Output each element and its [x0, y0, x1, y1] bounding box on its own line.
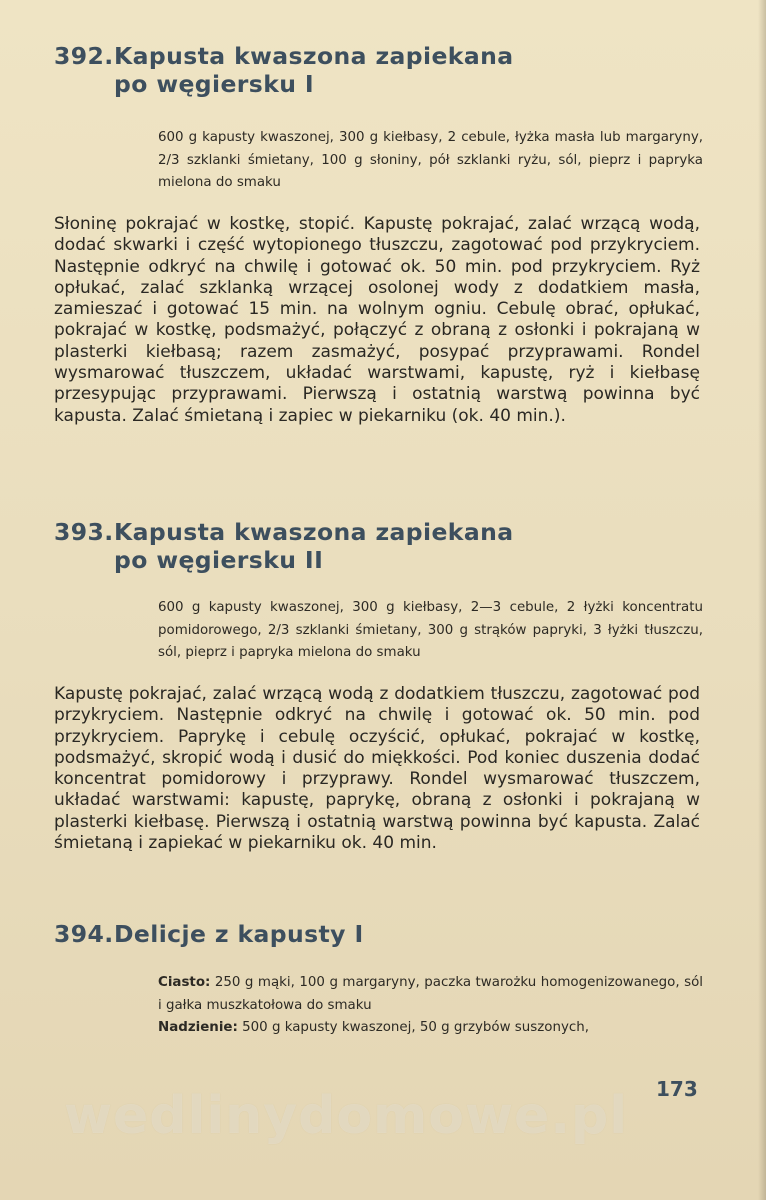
recipe-title-line1: Delicje z kapusty I	[114, 920, 364, 948]
recipe-number: 393.	[54, 518, 114, 546]
recipe-title-394	[54, 920, 364, 948]
watermark: wedlinydomowe.pl	[64, 1086, 629, 1146]
recipe-title-line1: Kapusta kwaszona zapiekana	[114, 518, 514, 546]
instructions-392: Słoninę pokrajać w kostkę, stopić. Kapustę pokrajać, zalać wrzącą wodą, dodać skwarki i część wytopionego tłuszczu, zagotować pod przykryciem. Następnie odkryć na chwilę i gotować ok. 50 min. pod przykryciem. Ryż opłukać, zalać szklanką wrzącej osolonej wody z dodatkiem masła, zamieszać i gotować 15 min. na wolnym ogniu. Cebulę obrać, opłukać, pokrajać w kostkę, podsmażyć, połączyć z obraną z osłonki i pokrajaną w plasterki kiełbasą; razem zasmażyć, posypać przyprawami. Rondel wysmarować tłuszczem, układać warstwami, kapustę, ryż i kiełbasę przesypując przyprawami. Pierwszą i ostatnią warstwą powinna być kapusta. Zalać śmietaną i zapiec w piekarniku (ok. 40 min.).	[54, 214, 700, 426]
recipe-title-393	[54, 518, 513, 574]
recipe-title-line1: Kapusta kwaszona zapiekana	[114, 42, 514, 70]
recipe-number: 392.	[54, 42, 114, 70]
ingredients-393: 600 g kapusty kwaszonej, 300 g kiełbasy, 2—3 cebule, 2 łyżki koncentratu pomidorowego, 2/3 szklanki śmietany, 300 g strąków papryki, 3 łyżki tłuszczu, sól, pieprz i papryka mielona do smaku	[158, 600, 703, 660]
instructions-393: Kapustę pokrajać, zalać wrzącą wodą z dodatkiem tłuszczu, zagotować pod przykryciem. Następnie odkryć na chwilę i gotować ok. 50 min. pod przykryciem. Paprykę i cebulę oczyścić, opłukać, pokrajać w kostkę, podsmażyć, skropić wodą i dusić do miękkości. Pod koniec duszenia dodać koncentrat pomidorowy i przyprawy. Rondel wysmarować tłuszczem, układać warstwami: kapustę, paprykę, obraną z osłonki i pokrajaną w plasterki kiełbasę. Pierwszą i ostatnią warstwą powinna być kapusta. Zalać śmietaną i zapiekać w piekarniku ok. 40 min.	[54, 684, 700, 854]
filling-label: Nadzienie:	[158, 1020, 238, 1035]
ingredients-394	[158, 972, 703, 1040]
recipe-title-392	[54, 42, 513, 98]
page-number: 173	[656, 1077, 698, 1101]
recipe-title-line2: po węgiersku II	[114, 546, 324, 574]
dough-label: Ciasto:	[158, 975, 211, 990]
filling-text: 500 g kapusty kwaszonej, 50 g grzybów suszonych,	[242, 1020, 589, 1035]
ingredients-392: 600 g kapusty kwaszonej, 300 g kiełbasy, 2 cebule, łyżka masła lub margaryny, 2/3 szklanki śmietany, 100 g słoniny, pół szklanki ryżu, sól, pieprz i papryka mielona do smaku	[158, 130, 703, 190]
recipe-title-line2: po węgiersku I	[114, 70, 315, 98]
recipe-number: 394.	[54, 920, 114, 948]
page-edge-shadow	[758, 0, 766, 1200]
dough-text: 250 g mąki, 100 g margaryny, paczka twarożku homogenizowanego, sól i gałka muszkatołowa do smaku	[158, 975, 703, 1013]
